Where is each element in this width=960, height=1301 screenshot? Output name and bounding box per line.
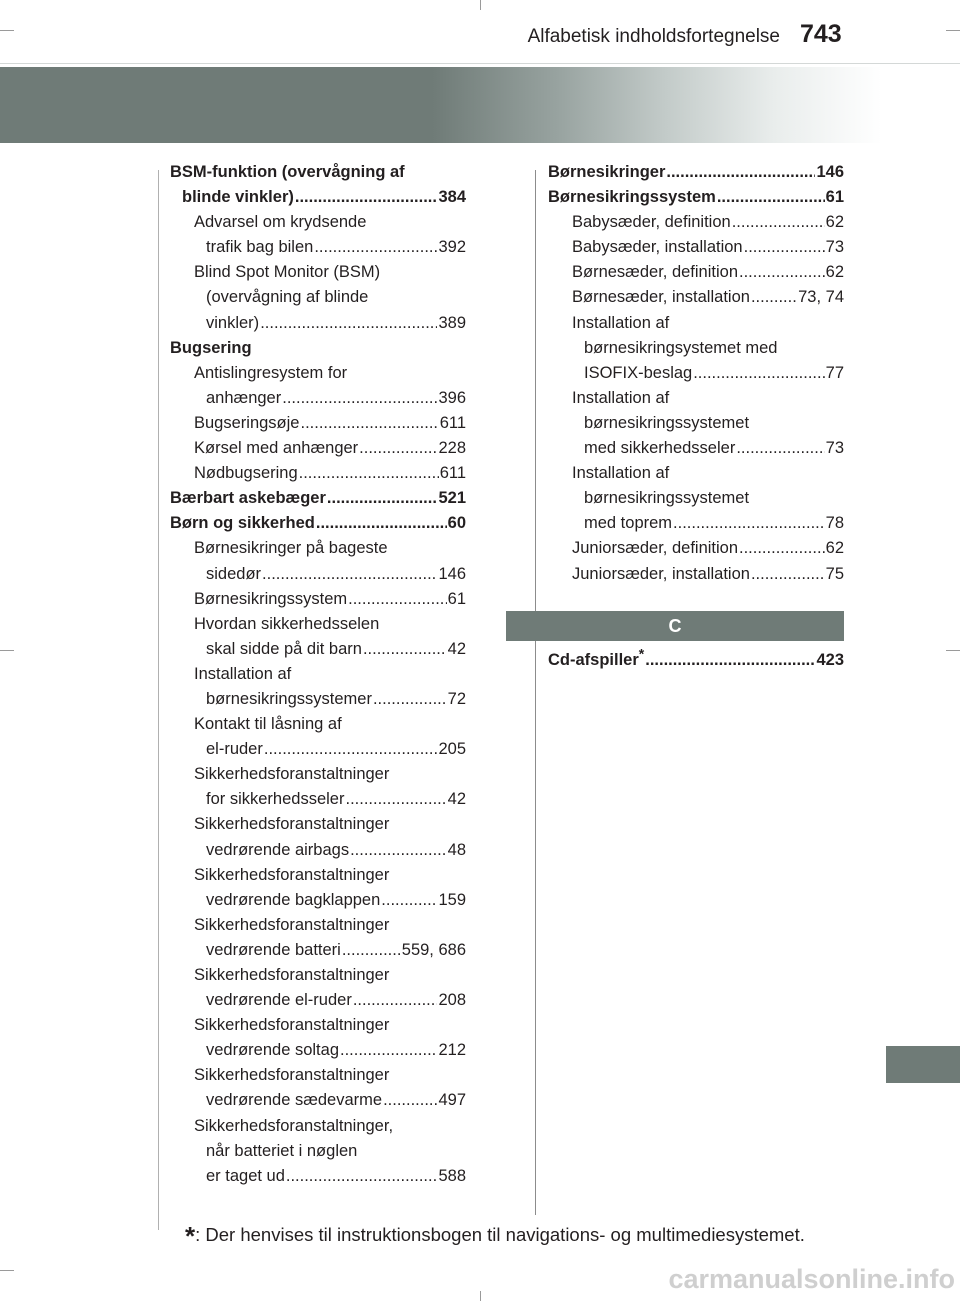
index-entry-label: Sikkerhedsforanstaltninger — [194, 865, 390, 884]
footnote — [185, 1221, 885, 1252]
index-entry-label — [548, 645, 645, 673]
index-subentry — [170, 411, 466, 436]
index-subentry — [170, 963, 466, 1013]
index-entry-label: Bugseringsøje — [194, 413, 300, 432]
index-entry-page: 212 — [438, 1041, 466, 1060]
dot-leader — [381, 888, 437, 913]
index-entry-label: sidedør — [206, 564, 262, 583]
index-entry-label: børnesikringsystemet med — [584, 338, 778, 357]
column-divider — [535, 170, 536, 1215]
crop-mark — [0, 1270, 14, 1271]
index-subentry — [170, 461, 466, 486]
dot-leader — [314, 235, 437, 260]
index-entry-page: 228 — [438, 439, 466, 458]
index-entry-label: Bugsering — [170, 338, 252, 357]
index-subentry — [170, 436, 466, 461]
index-entry-page: 77 — [825, 363, 844, 382]
dot-leader — [751, 285, 797, 310]
index-subentry — [170, 361, 466, 411]
index-subentry — [548, 210, 844, 235]
crop-mark — [0, 30, 14, 31]
index-entry-label: Installation af — [572, 313, 670, 332]
index-entry-label: Juniorsæder, installation — [572, 564, 750, 583]
dot-leader — [350, 838, 447, 863]
index-entry-page: 73, 74 — [798, 288, 844, 307]
index-entry-label: Kontakt til låsning af — [194, 715, 342, 734]
dot-leader — [359, 436, 437, 461]
index-entry-page: 73 — [825, 238, 844, 257]
index-entry-page: 392 — [438, 238, 466, 257]
dot-leader — [260, 311, 437, 336]
index-entry-label: Bærbart askebæger — [170, 489, 326, 508]
index-entry-page: 384 — [438, 188, 466, 207]
index-entry-page: 559, 686 — [401, 940, 466, 959]
index-subentry — [548, 235, 844, 260]
index-entry-label: vinkler) — [206, 313, 260, 332]
index-entry-label: Børnesæder, installation — [572, 288, 750, 307]
index-entry-label: Børnesikringssystem — [548, 188, 716, 207]
index-entry-label: er taget ud — [206, 1166, 285, 1185]
dot-leader — [348, 587, 447, 612]
index-entry-label: Antislingresystem for — [194, 363, 348, 382]
index-subentry — [548, 536, 844, 561]
index-entry-page: 497 — [438, 1091, 466, 1110]
dot-leader — [739, 260, 825, 285]
index-entry-label: Babysæder, definition — [572, 213, 731, 232]
index-subentry — [548, 285, 844, 310]
index-subentry — [170, 587, 466, 612]
dot-leader — [645, 648, 815, 673]
footnote-marker: * — [185, 1221, 196, 1251]
index-subentry — [170, 612, 466, 662]
index-entry-label: vedrørende sædevarme — [206, 1091, 383, 1110]
index-entry-label: vedrørende el-ruder — [206, 991, 352, 1010]
index-entry-page: 396 — [438, 388, 466, 407]
dot-leader — [342, 938, 401, 963]
index-subentry — [170, 762, 466, 812]
index-entry-label: trafik bag bilen — [206, 238, 314, 257]
entry-text: Cd-afspiller — [548, 650, 639, 669]
index-entry-page: 521 — [438, 489, 466, 508]
index-entry-label: Hvordan sikkerhedsselen — [194, 614, 380, 633]
index-entry-label: børnesikringssystemet — [584, 413, 750, 432]
index-entry-label: Børnesikringssystem — [194, 589, 348, 608]
page-number: 743 — [800, 20, 842, 48]
index-subentry — [170, 712, 466, 762]
index-entry-page: 146 — [438, 564, 466, 583]
crop-mark — [946, 650, 960, 651]
dot-leader — [282, 386, 437, 411]
index-entry-label: Babysæder, installation — [572, 238, 743, 257]
index-entry-page: 62 — [825, 539, 844, 558]
index-entry-page: 60 — [447, 514, 466, 533]
index-entry-label: vedrørende bagklappen — [206, 890, 381, 909]
crop-mark — [480, 1291, 481, 1301]
index-entry-page: 61 — [447, 589, 466, 608]
index-entry-label: blinde vinkler) — [182, 188, 294, 207]
crop-mark — [0, 650, 14, 651]
crop-mark — [480, 0, 481, 10]
dot-leader — [383, 1088, 437, 1113]
index-entry-page: 42 — [447, 790, 466, 809]
index-entry-page: 42 — [447, 639, 466, 658]
index-entry-page: 48 — [447, 840, 466, 859]
index-entry-label: skal sidde på dit barn — [206, 639, 362, 658]
index-entry-page: 62 — [825, 263, 844, 282]
index-entry-label: vedrørende batteri — [206, 940, 341, 959]
footnote-text: : Der henvises til instruktionsbogen til navigations- og multimediesystemet. — [195, 1224, 805, 1245]
index-entry-label: Sikkerhedsforanstaltninger — [194, 966, 390, 984]
chapter-side-tab — [886, 1046, 960, 1083]
index-subentry — [548, 386, 844, 461]
index-subentry — [548, 260, 844, 285]
dot-leader — [739, 536, 825, 561]
dot-leader — [363, 637, 447, 662]
dot-leader — [693, 361, 824, 386]
index-entries-right — [548, 160, 844, 587]
index-entry-page: 159 — [438, 890, 466, 909]
index-entry-label: Blind Spot Monitor (BSM) — [194, 263, 381, 282]
index-entry-label: Nødbugsering — [194, 464, 298, 483]
dot-leader — [736, 436, 824, 461]
index-entry-page: 62 — [825, 213, 844, 232]
dot-leader — [717, 185, 825, 210]
index-entry-label: Børnesikringer på bageste — [194, 539, 388, 558]
index-subentry — [170, 1063, 466, 1113]
index-entry-label: Advarsel om krydsende — [194, 213, 367, 232]
index-entry — [170, 160, 466, 210]
index-entry-label: når batteriet i nøglen — [206, 1141, 358, 1160]
header-rule — [0, 63, 960, 64]
index-subentry — [170, 662, 466, 712]
dot-leader — [353, 988, 438, 1013]
index-entry — [170, 486, 466, 511]
index-entry-label: for sikkerhedsseler — [206, 790, 345, 809]
index-entry-page: 146 — [816, 163, 844, 181]
index-entry — [548, 185, 844, 210]
index-entry-label: med toprem — [584, 514, 673, 533]
index-entry — [170, 336, 466, 361]
index-subentry — [170, 863, 466, 913]
dot-leader — [373, 687, 447, 712]
index-subentry — [170, 913, 466, 963]
index-entry-label: Sikkerhedsforanstaltninger — [194, 815, 390, 834]
index-entry-label: Sikkerhedsforanstaltninger — [194, 1016, 390, 1035]
index-entry-label: anhænger — [206, 388, 282, 407]
dot-leader — [666, 160, 815, 185]
index-entry-label: (overvågning af blinde — [206, 288, 369, 307]
index-subentry — [548, 461, 844, 536]
index-subentry — [170, 1013, 466, 1063]
index-entry-page: 73 — [825, 439, 844, 458]
index-entry-page: 208 — [438, 991, 466, 1010]
dot-leader — [286, 1164, 438, 1189]
dot-leader — [751, 562, 825, 587]
page-header-title: Alfabetisk indholdsfortegnelse — [527, 26, 780, 47]
dot-leader — [732, 210, 825, 235]
index-entry-label: Børnesikringer — [548, 163, 666, 181]
index-subentry — [170, 210, 466, 260]
index-entry-label: Installation af — [194, 664, 292, 683]
index-entry-label: Sikkerhedsforanstaltninger — [194, 765, 390, 784]
footnote-marker: * — [638, 645, 645, 662]
index-entry-label: ISOFIX-beslag — [584, 363, 693, 382]
section-header-c: C — [506, 611, 844, 641]
index-entry-page: 205 — [438, 740, 466, 759]
index-subentry — [548, 311, 844, 386]
dot-leader — [340, 1038, 437, 1063]
index-entry — [170, 511, 466, 536]
index-entry-page: 389 — [438, 313, 466, 332]
index-subentry — [170, 260, 466, 335]
index-entry-page: 78 — [825, 514, 844, 533]
index-column-right — [548, 160, 844, 673]
index-entry-label: Installation af — [572, 464, 670, 483]
dot-leader — [327, 486, 438, 511]
index-subentry — [170, 536, 466, 586]
index-entry-page: 423 — [816, 650, 844, 669]
dot-leader — [744, 235, 825, 260]
index-entry-label: Installation af — [572, 388, 670, 407]
index-subentry — [170, 812, 466, 862]
index-entry-label: Sikkerhedsforanstaltninger — [194, 1066, 390, 1085]
dot-leader — [673, 511, 825, 536]
watermark: carmanualsonline.info — [668, 1264, 955, 1294]
index-entry-label: vedrørende soltag — [206, 1041, 339, 1060]
index-entry-label: vedrørende airbags — [206, 840, 350, 859]
index-entry-page: 588 — [438, 1166, 466, 1185]
index-entry-page: 72 — [447, 689, 466, 708]
index-entry-label: Kørsel med anhænger — [194, 439, 359, 458]
index-entry-label: børnesikringssystemet — [584, 489, 750, 508]
index-entry — [548, 160, 844, 185]
crop-mark — [946, 30, 960, 31]
index-entry-label: BSM-funktion (overvågning af — [170, 163, 405, 181]
index-subentry — [548, 562, 844, 587]
index-entry-label: børnesikringssystemer — [206, 689, 372, 708]
dot-leader — [295, 185, 438, 210]
dot-leader — [345, 787, 446, 812]
index-entry-page: 61 — [825, 188, 844, 207]
dot-leader — [316, 511, 447, 536]
index-subentry — [170, 1114, 466, 1189]
left-margin-rule — [158, 170, 159, 1230]
index-entry-label: Børn og sikkerhed — [170, 514, 315, 533]
index-entry-page: 75 — [825, 564, 844, 583]
index-entry-page: 611 — [439, 413, 466, 432]
index-entry-label: Børnesæder, definition — [572, 263, 739, 282]
dot-leader — [264, 737, 438, 762]
index-entry-label: Sikkerhedsforanstaltninger — [194, 915, 390, 934]
dot-leader — [262, 562, 437, 587]
index-entry-label: Juniorsæder, definition — [572, 539, 739, 558]
index-entry-label: med sikkerhedsseler — [584, 439, 736, 458]
index-column-left — [170, 160, 466, 1189]
index-entry-page: 611 — [439, 464, 466, 483]
header-banner — [0, 67, 900, 143]
index-entry — [548, 645, 844, 673]
index-entry-label: Sikkerhedsforanstaltninger, — [194, 1116, 394, 1135]
dot-leader — [299, 461, 439, 486]
dot-leader — [300, 411, 438, 436]
index-entry-label: el-ruder — [206, 740, 263, 759]
